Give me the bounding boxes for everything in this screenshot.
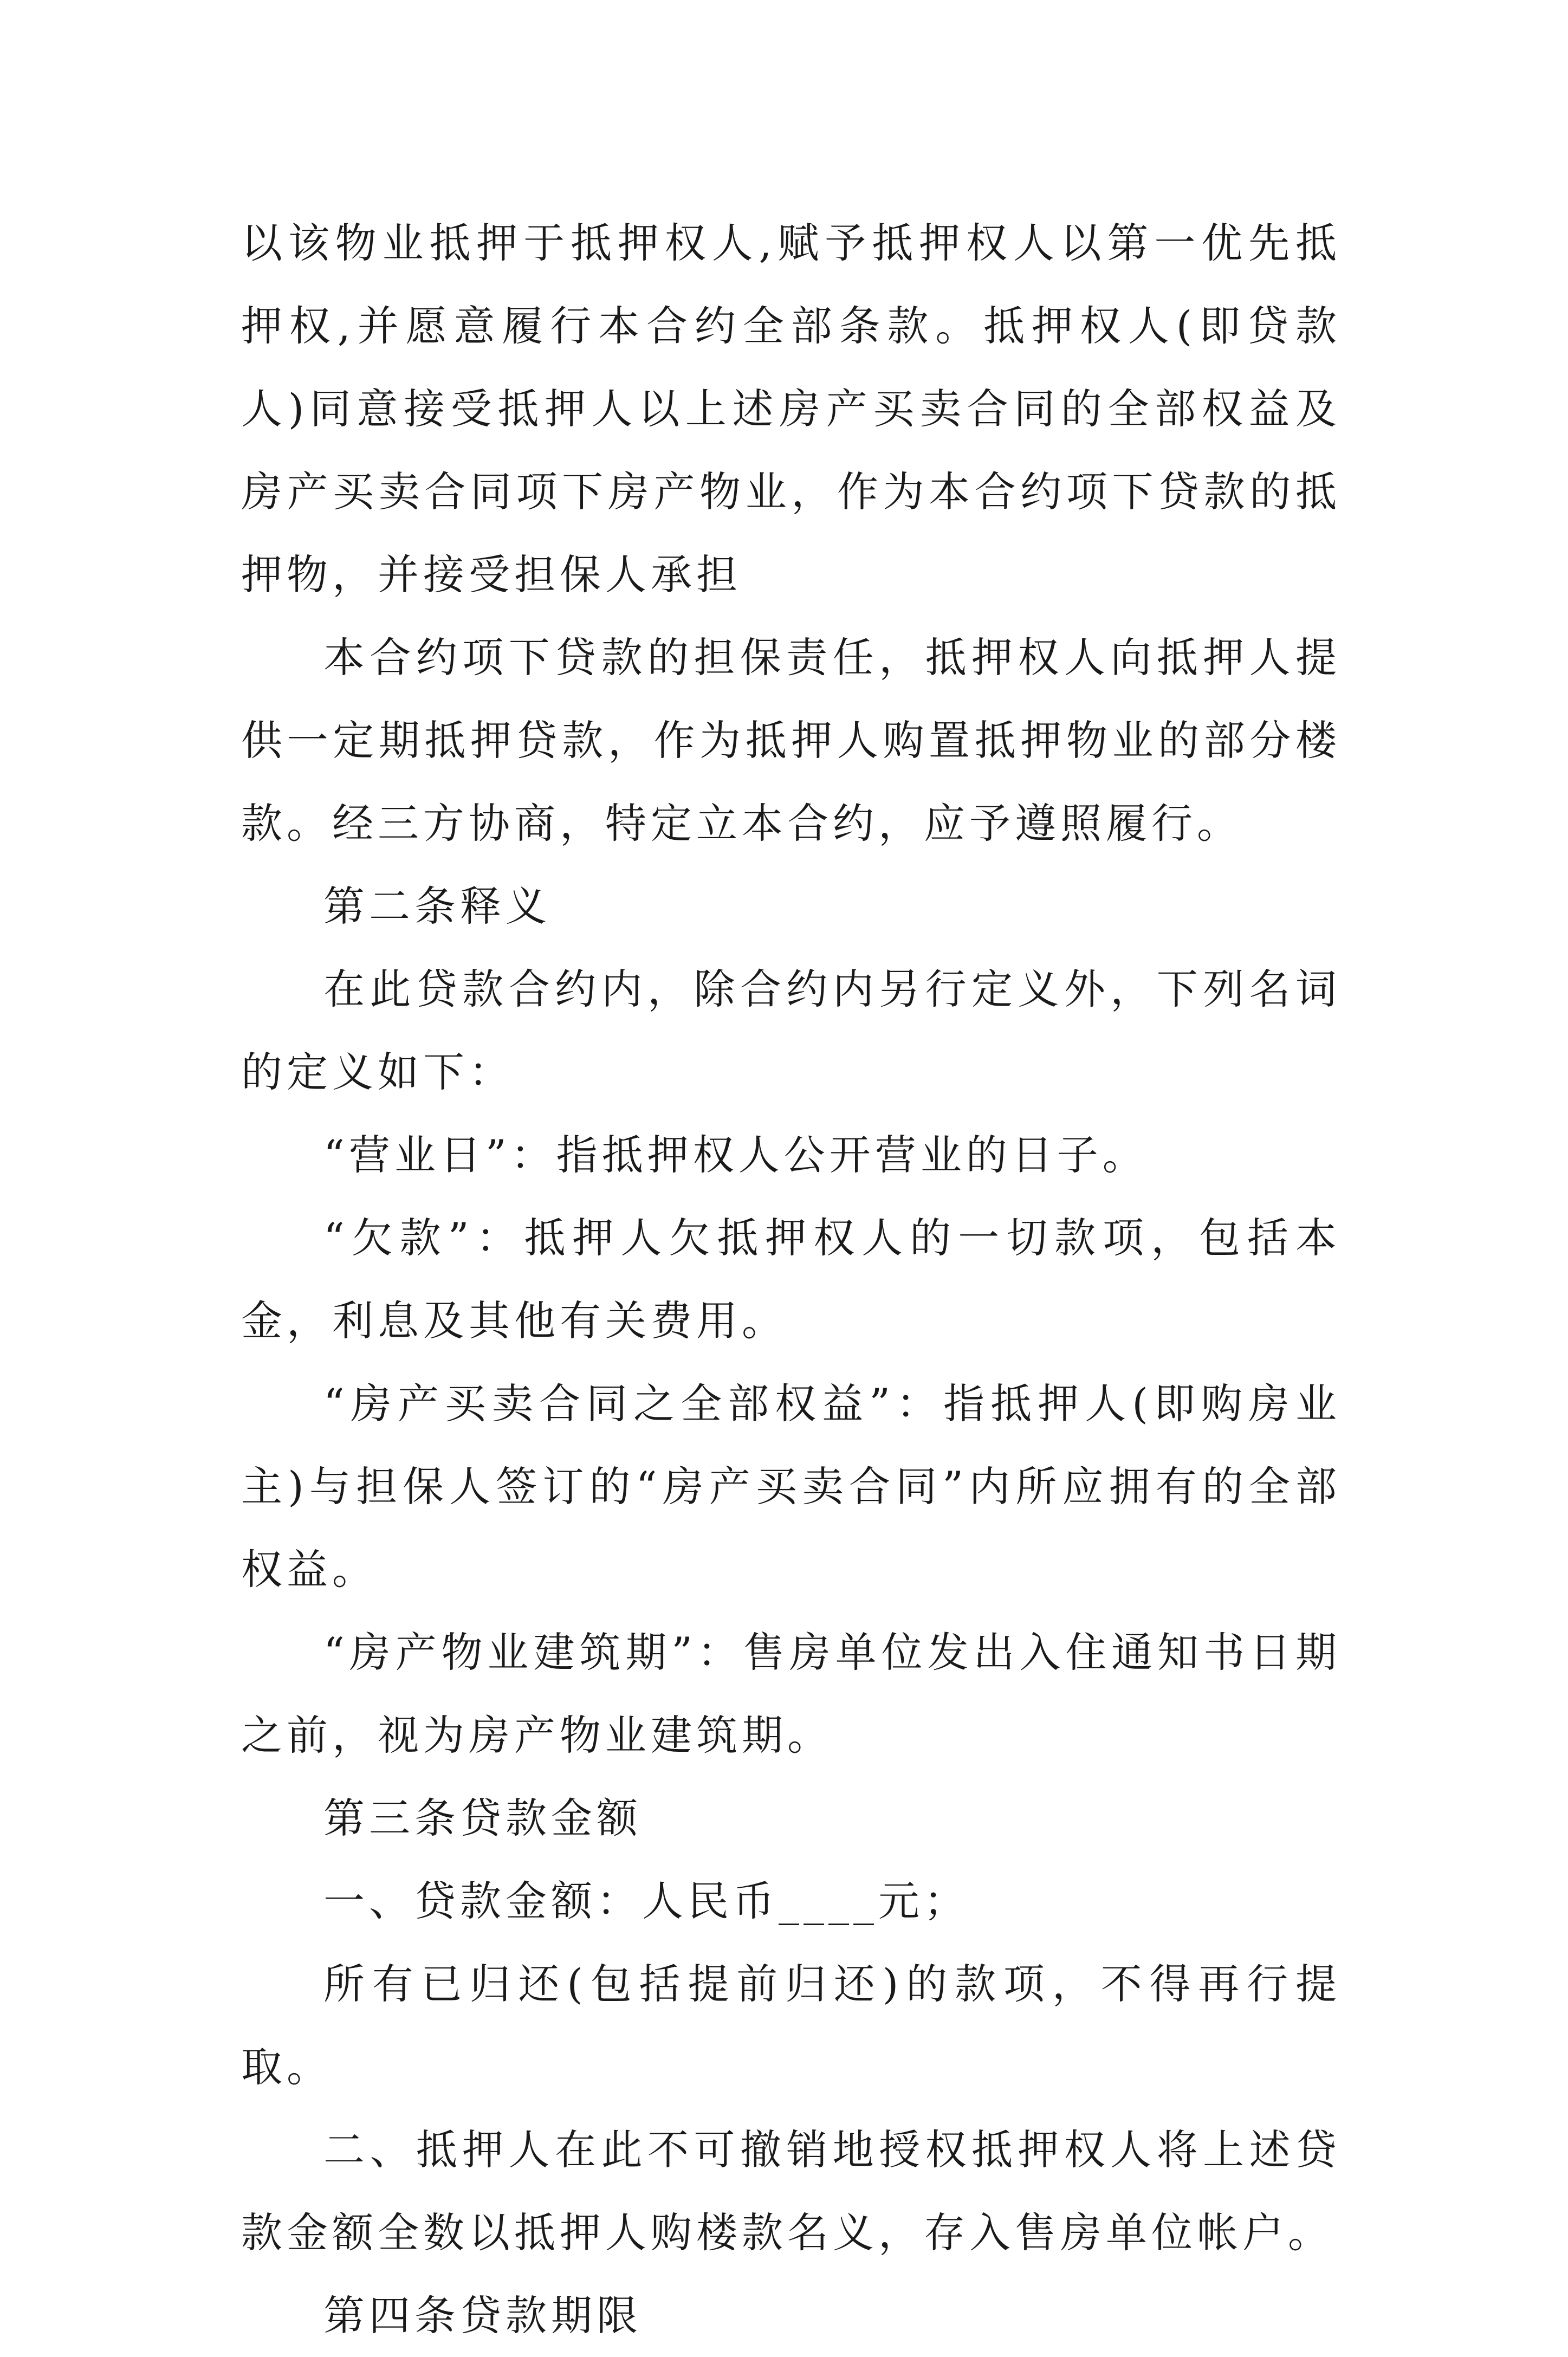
definition-full-rights: “房产买卖合同之全部权益”：指抵押人(即购房业主)与担保人签订的“房产买卖合同”内所应拥有的全部权益。 [241,1380,1341,1594]
paragraph-repaid-amounts: 所有已归还(包括提前归还)的款项，不得再行提取。 [241,1960,1341,2091]
paragraph-mortgage-intro: 以该物业抵押于抵押权人,赋予抵押权人以第一优先抵押权,并愿意履行本合约全部条款。抵押权人(即贷款人)同意接受抵押人以上述房产买卖合同的全部权益及房产买卖合同项下房产物业，作为本合约项下贷款的抵押物，并接受担保人承担 [241,219,1341,599]
definition-construction-period: “房产物业建筑期”：售房单位发出入住通知书日期之前，视为房产物业建筑期。 [241,1628,1341,1759]
definition-debt: “欠款”：抵押人欠抵押权人的一切款项，包括本金，利息及其他有关费用。 [241,1214,1341,1345]
section-heading-article-3: 第三条贷款金额 [323,1794,642,1842]
paragraph-loan-amount: 一、贷款金额：人民币____元； [323,1877,969,1925]
section-heading-article-4: 第四条贷款期限 [323,2291,642,2340]
section-heading-article-2: 第二条释义 [323,882,551,930]
paragraph-definitions-intro: 在此贷款合约内，除合约内另行定义外，下列名词的定义如下： [241,965,1341,1096]
paragraph-guarantee-responsibility: 本合约项下贷款的担保责任，抵押权人向抵押人提供一定期抵押贷款，作为抵押人购置抵押物业的部分楼款。经三方协商，特定立本合约，应予遵照履行。 [241,633,1341,847]
definition-business-day: “营业日”：指抵押权人公开营业的日子。 [323,1131,1148,1179]
document-body [241,202,1341,2357]
paragraph-authorization: 二、抵押人在此不可撤销地授权抵押权人将上述贷款金额全数以抵押人购楼款名义，存入售房单位帐户。 [241,2126,1341,2257]
